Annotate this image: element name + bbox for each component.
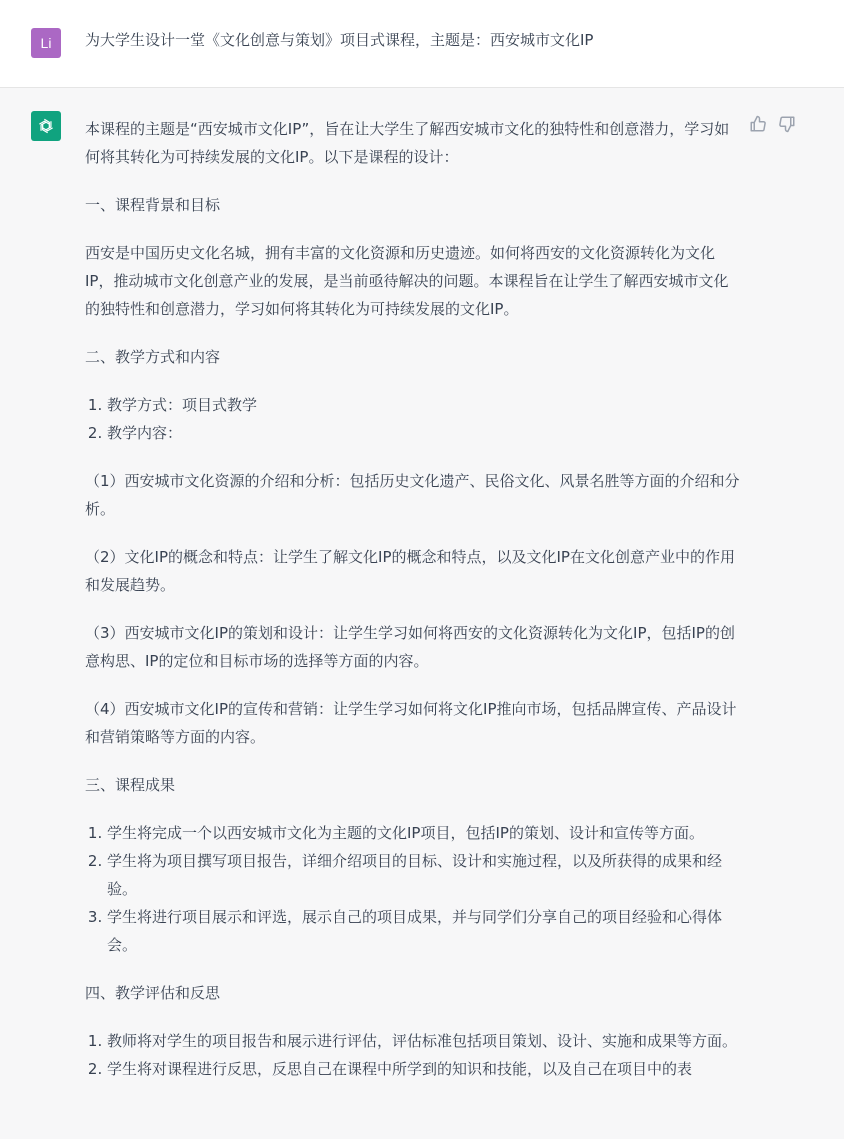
feedback-buttons bbox=[749, 115, 796, 133]
section-heading: 三、课程成果 bbox=[85, 776, 176, 794]
ordered-list bbox=[85, 1027, 740, 1083]
openai-logo-icon bbox=[31, 111, 61, 141]
sub-item-paragraph: （2）文化IP的概念和特点：让学生了解文化IP的概念和特点，以及文化IP在文化创意产业中的作用和发展趋势。 bbox=[85, 548, 735, 594]
assistant-message-row bbox=[0, 89, 844, 1139]
list-item: 3. 学生将进行项目展示和评选，展示自己的项目成果，并与同学们分享自己的项目经验和心得体会。 bbox=[107, 903, 740, 959]
thumbs-up-icon[interactable] bbox=[749, 115, 767, 133]
section-heading: 二、教学方式和内容 bbox=[85, 348, 221, 366]
list-item: 2. 学生将对课程进行反思，反思自己在课程中所学到的知识和技能，以及自己在项目中的表 bbox=[107, 1055, 740, 1083]
section-heading: 一、课程背景和目标 bbox=[85, 196, 221, 214]
assistant-message-content bbox=[85, 115, 740, 1103]
thumbs-down-icon[interactable] bbox=[778, 115, 796, 133]
user-message-text: 为大学生设计一堂《文化创意与策划》项目式课程，主题是：西安城市文化IP bbox=[85, 31, 594, 49]
ordered-list bbox=[85, 819, 740, 959]
intro-paragraph: 本课程的主题是“西安城市文化IP”，旨在让大学生了解西安城市文化的独特性和创意潜力，学习如何将其转化为可持续发展的文化IP。以下是课程的设计： bbox=[85, 120, 730, 166]
section-body: 西安是中国历史文化名城，拥有丰富的文化资源和历史遗迹。如何将西安的文化资源转化为文化IP，推动城市文化创意产业的发展，是当前亟待解决的问题。本课程旨在让学生了解西安城市文化的独特性和创意潜力，学习如何将其转化为可持续发展的文化IP。 bbox=[85, 244, 729, 318]
sub-item-paragraph: （3）西安城市文化IP的策划和设计：让学生学习如何将西安的文化资源转化为文化IP，包括IP的创意构思、IP的定位和目标市场的选择等方面的内容。 bbox=[85, 624, 735, 670]
sub-item-paragraph: （1）西安城市文化资源的介绍和分析：包括历史文化遗产、民俗文化、风景名胜等方面的介绍和分析。 bbox=[85, 472, 740, 518]
list-item: 2. 学生将为项目撰写项目报告，详细介绍项目的目标、设计和实施过程，以及所获得的成果和经验。 bbox=[107, 847, 740, 903]
user-avatar: Li bbox=[31, 28, 61, 58]
section-heading: 四、教学评估和反思 bbox=[85, 984, 221, 1002]
sub-item-paragraph: （4）西安城市文化IP的宣传和营销：让学生学习如何将文化IP推向市场，包括品牌宣传、产品设计和营销策略等方面的内容。 bbox=[85, 700, 737, 746]
list-item: 1. 教学方式：项目式教学 bbox=[107, 391, 740, 419]
list-item: 2. 教学内容： bbox=[107, 419, 740, 447]
user-message-row bbox=[0, 0, 844, 88]
list-item: 1. 教师将对学生的项目报告和展示进行评估，评估标准包括项目策划、设计、实施和成果等方面。 bbox=[107, 1027, 740, 1055]
list-item: 1. 学生将完成一个以西安城市文化为主题的文化IP项目，包括IP的策划、设计和宣传等方面。 bbox=[107, 819, 740, 847]
ordered-list bbox=[85, 391, 740, 447]
